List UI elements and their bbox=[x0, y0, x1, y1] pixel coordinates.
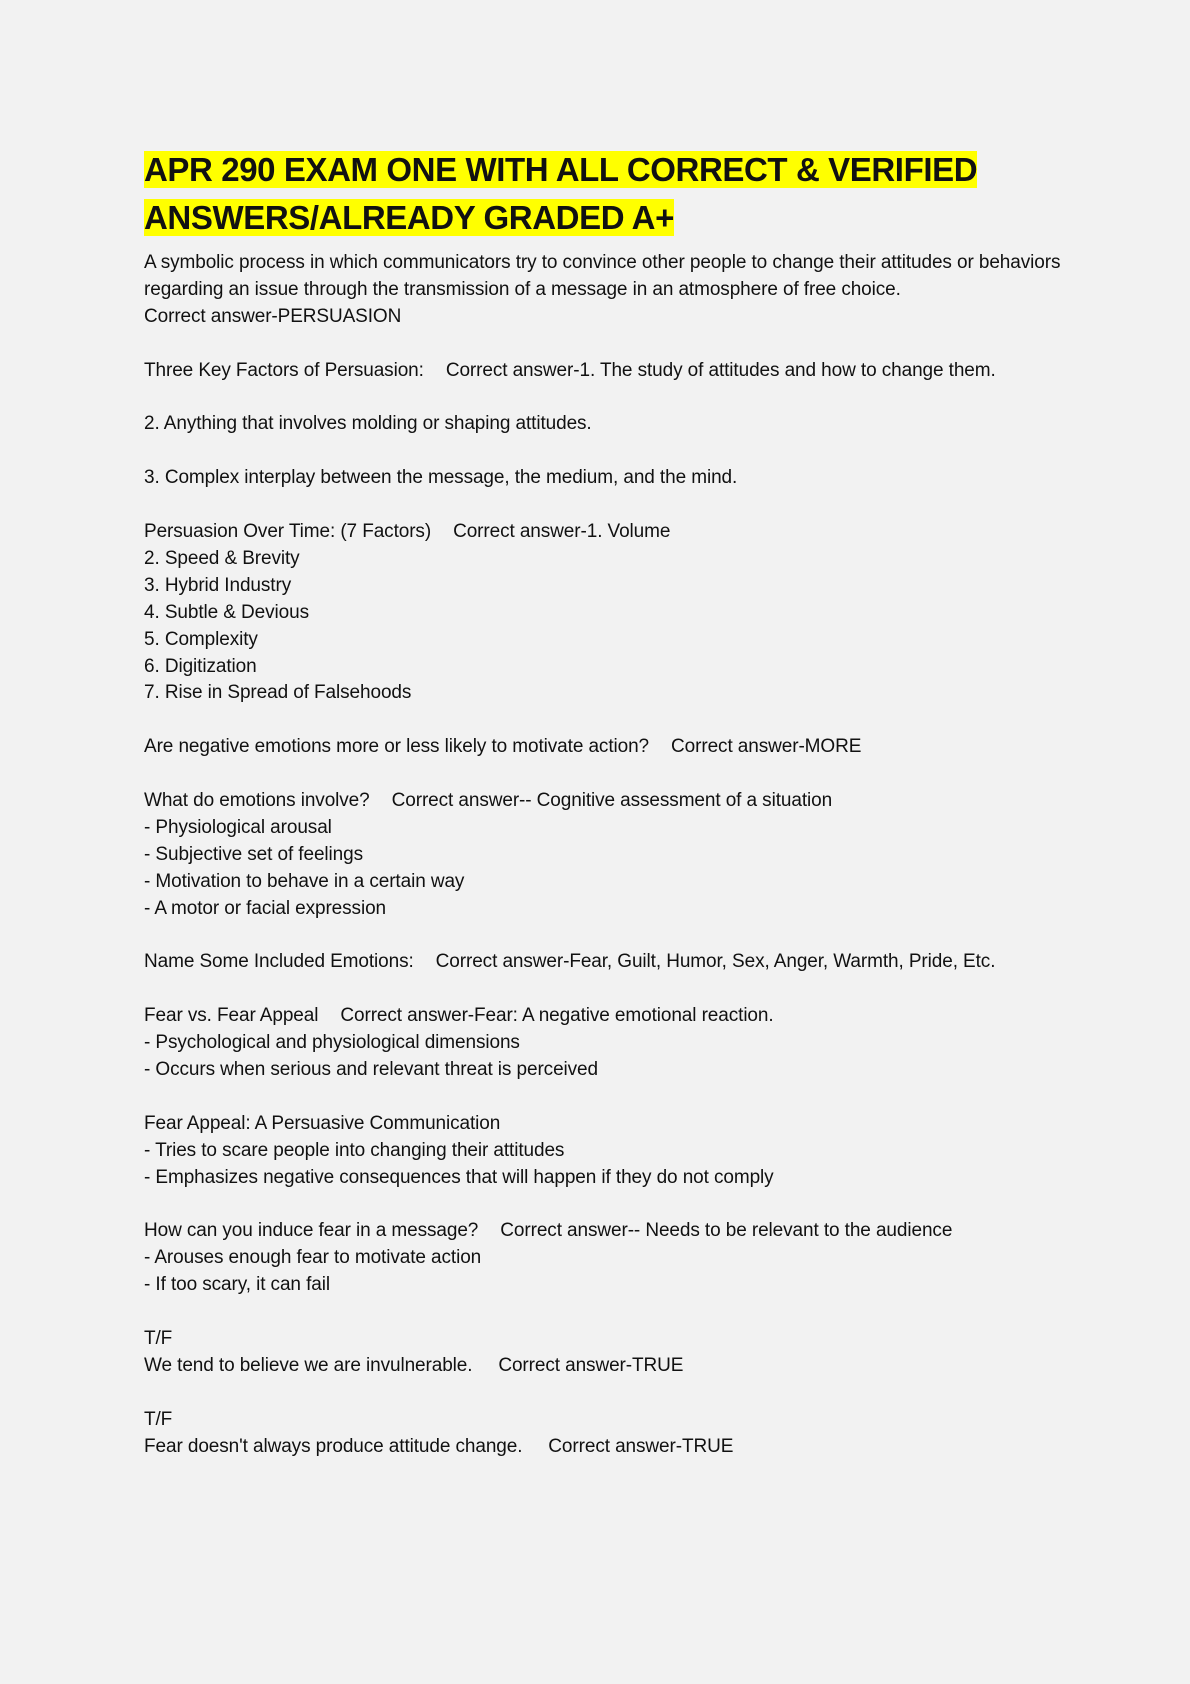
qa-item bbox=[144, 788, 1074, 923]
document-title bbox=[144, 146, 1074, 242]
qa-item bbox=[144, 949, 1074, 976]
answer-line: 4. Subtle & Devious bbox=[144, 601, 309, 623]
qa-item bbox=[144, 519, 1074, 707]
answer-line: 7. Rise in Spread of Falsehoods bbox=[144, 682, 412, 704]
answer-text: Correct answer-1. Volume bbox=[453, 521, 671, 542]
answer-line: - Occurs when serious and relevant threat is perceived bbox=[144, 1059, 598, 1081]
answer-line: - Psychological and physiological dimensions bbox=[144, 1032, 520, 1054]
answer-text: Correct answer-- Cognitive assessment of a situation bbox=[391, 790, 833, 812]
tf-label: T/F bbox=[144, 1408, 173, 1430]
question-text: Persuasion Over Time: (7 Factors) bbox=[144, 521, 432, 542]
qa-item bbox=[144, 411, 1074, 438]
answer-text: Correct answer-- Needs to be relevant to the audience bbox=[500, 1220, 953, 1242]
answer-line: - Physiological arousal bbox=[144, 816, 332, 838]
answer-line: 6. Digitization bbox=[144, 655, 257, 677]
answer-line: - Subjective set of feelings bbox=[144, 843, 363, 865]
qa-item bbox=[144, 1407, 1074, 1461]
document-page bbox=[144, 146, 1074, 1487]
question-text: Fear vs. Fear Appeal bbox=[144, 1005, 319, 1027]
answer-line: We tend to believe we are invulnerable. Correct answer-TRUE bbox=[144, 1354, 684, 1376]
question-text: Three Key Factors of Persuasion: bbox=[144, 359, 424, 381]
document-body bbox=[144, 250, 1074, 1461]
answer-line: - Arouses enough fear to motivate action bbox=[144, 1247, 482, 1269]
answer-line: - Emphasizes negative consequences that will happen if they do not comply bbox=[144, 1166, 774, 1188]
answer-line: - Motivation to behave in a certain way bbox=[144, 870, 465, 892]
answer-text: Correct answer-PERSUASION bbox=[144, 305, 402, 327]
answer-line: 5. Complexity bbox=[144, 628, 258, 650]
answer-text: Correct answer-MORE bbox=[671, 736, 862, 758]
question-text: How can you induce fear in a message? bbox=[144, 1220, 479, 1242]
answer-text: 2. Anything that involves molding or shaping attitudes. bbox=[144, 413, 592, 435]
qa-item bbox=[144, 1003, 1074, 1084]
qa-item bbox=[144, 734, 1074, 761]
answer-text: Correct answer-Fear, Guilt, Humor, Sex, Anger, Warmth, Pride, Etc. bbox=[435, 951, 996, 973]
answer-line: - A motor or facial expression bbox=[144, 897, 386, 919]
question-text: A symbolic process in which communicators try to convince other people to change their attitudes or behaviors regarding an issue through the transmission of a message in an atmosphere of free choice. bbox=[144, 252, 1061, 300]
answer-text: Fear Appeal: A Persuasive Communication bbox=[144, 1112, 501, 1134]
qa-item bbox=[144, 465, 1074, 492]
answer-line: - If too scary, it can fail bbox=[144, 1274, 330, 1296]
qa-item bbox=[144, 250, 1074, 331]
qa-item bbox=[144, 358, 1074, 385]
answer-text: 3. Complex interplay between the message, the medium, and the mind. bbox=[144, 467, 738, 489]
document-title-text: APR 290 EXAM ONE WITH ALL CORRECT & VERIFIED ANSWERS/ALREADY GRADED A+ bbox=[144, 151, 978, 236]
qa-item bbox=[144, 1326, 1074, 1380]
qa-item bbox=[144, 1218, 1074, 1299]
question-text: Are negative emotions more or less likely to motivate action? bbox=[144, 736, 650, 758]
question-text: Name Some Included Emotions: bbox=[144, 951, 414, 973]
answer-line: 3. Hybrid Industry bbox=[144, 574, 292, 596]
answer-line: Fear doesn't always produce attitude change. Correct answer-TRUE bbox=[144, 1435, 734, 1457]
answer-line: - Tries to scare people into changing their attitudes bbox=[144, 1139, 565, 1161]
tf-label: T/F bbox=[144, 1328, 173, 1350]
answer-line: 2. Speed & Brevity bbox=[144, 547, 300, 569]
answer-text: Correct answer-Fear: A negative emotional reaction. bbox=[340, 1005, 774, 1027]
answer-text: Correct answer-1. The study of attitudes and how to change them. bbox=[445, 359, 996, 381]
qa-item bbox=[144, 1111, 1074, 1192]
question-text: What do emotions involve? bbox=[144, 790, 370, 812]
